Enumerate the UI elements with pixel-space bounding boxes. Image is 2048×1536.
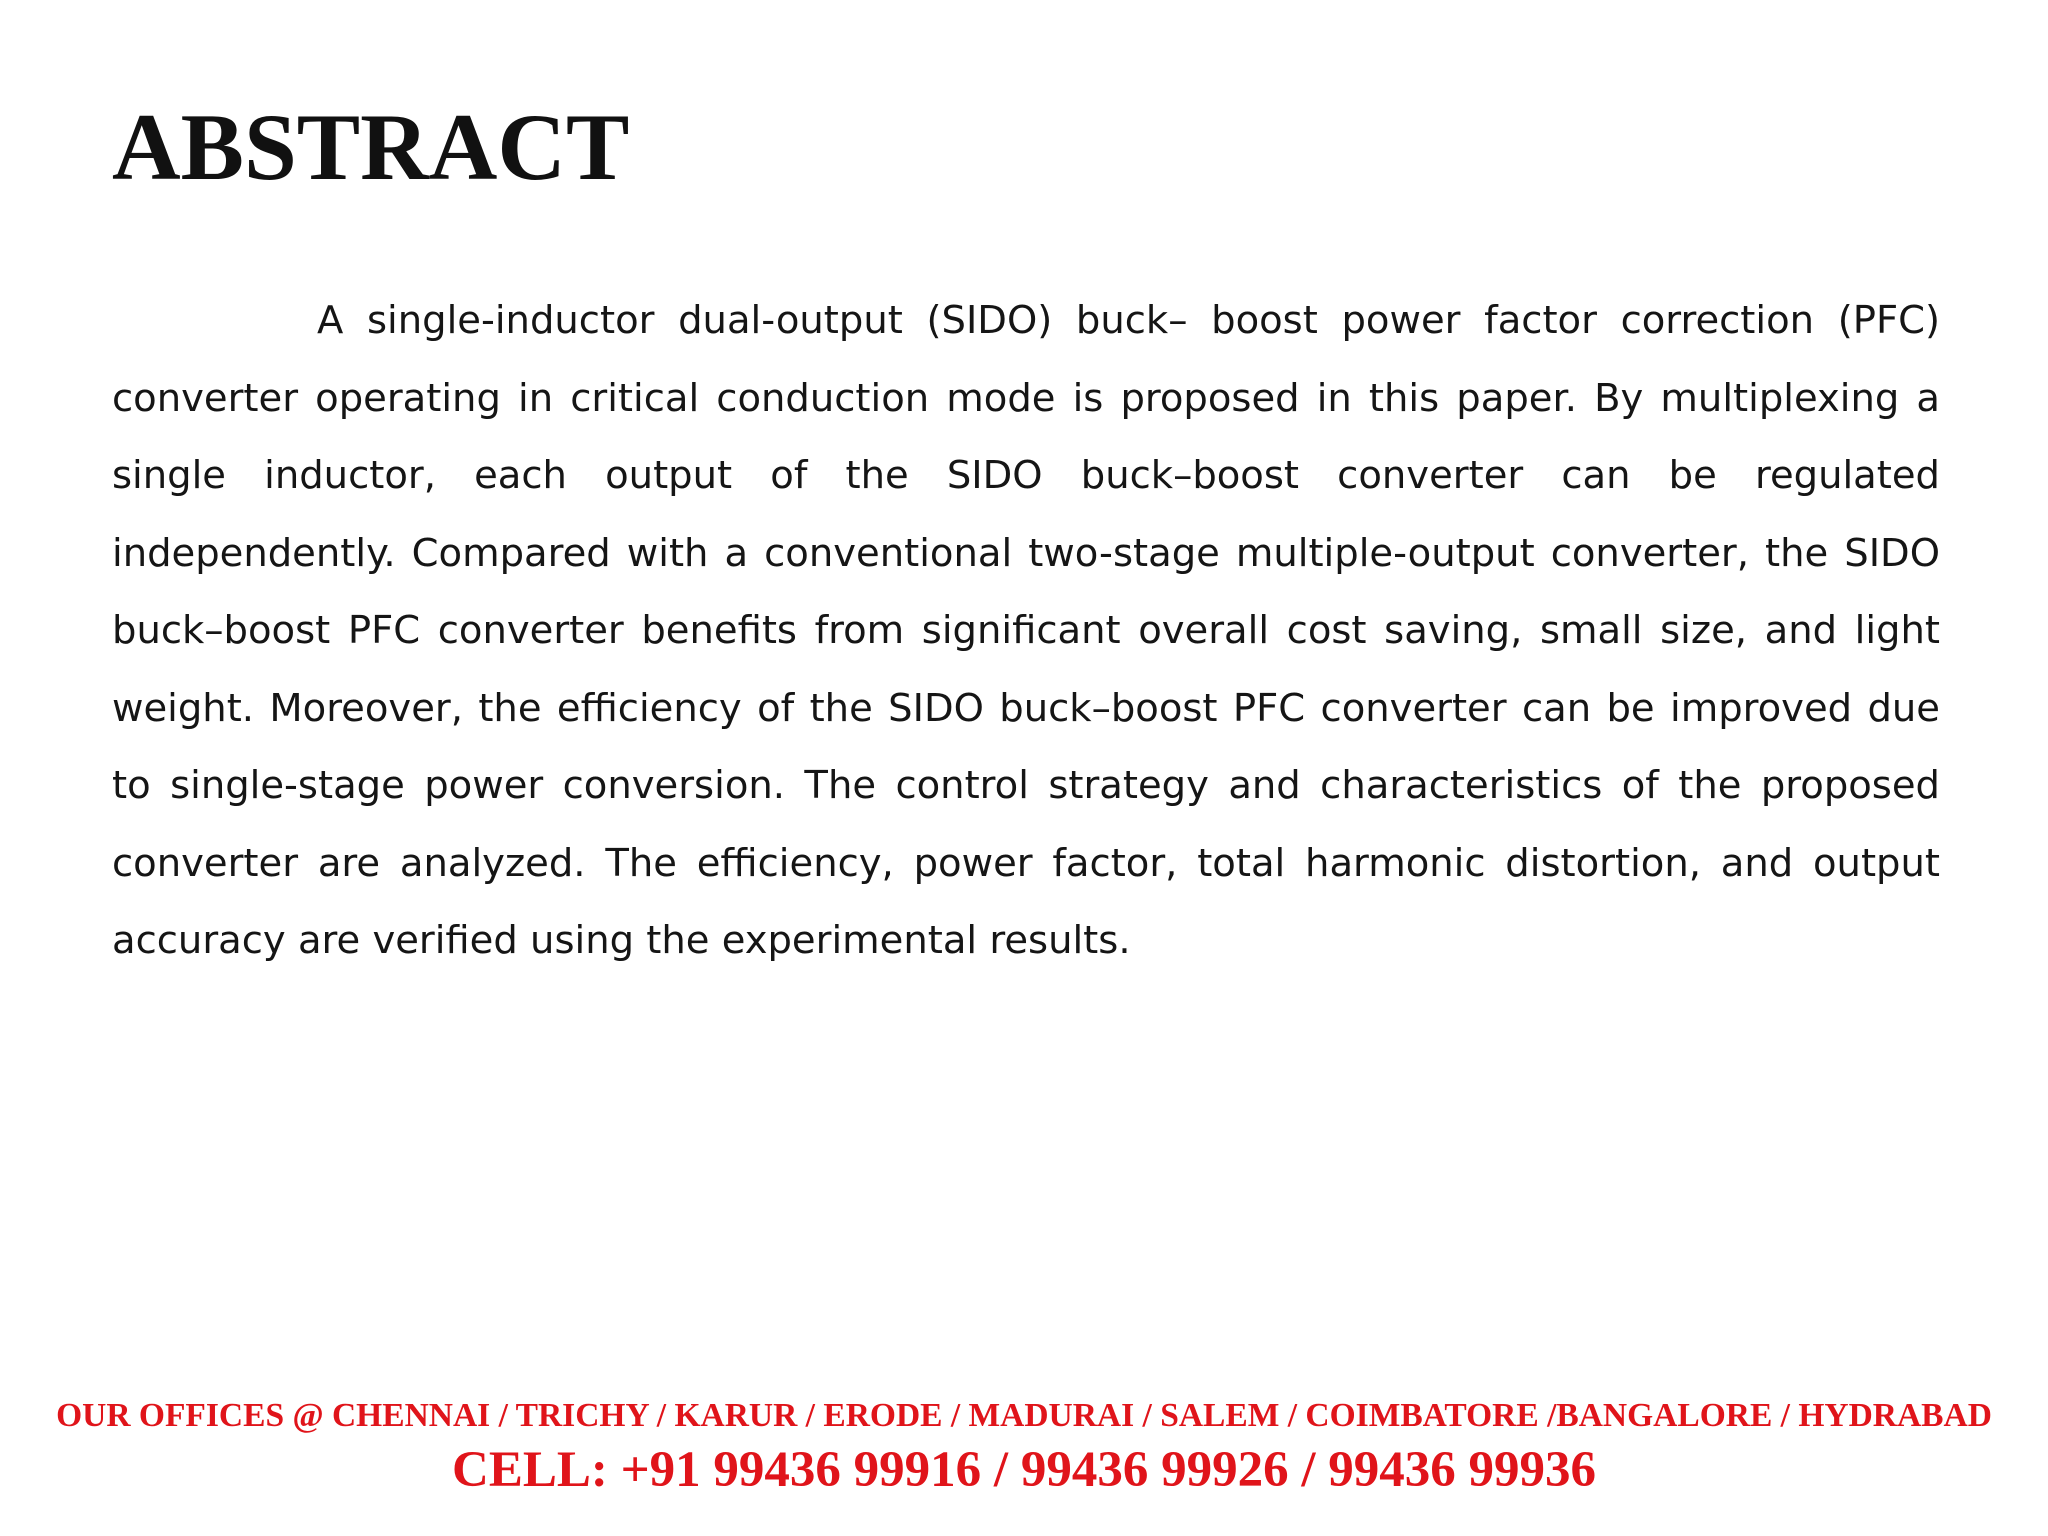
- page-title: ABSTRACT: [112, 94, 630, 200]
- abstract-paragraph: A single-inductor dual-output (SIDO) buck– boost power factor correction (PFC) converter operating in critical conduction mode is proposed in this paper. By multiplexing a single inductor, each output of the SIDO buck–boost converter can be regulated independently. Compared with a conventional two-stage multiple-output converter, the SIDO buck–boost PFC converter benefits from significant overall cost saving, small size, and light weight. Moreover, the efficiency of the SIDO buck–boost PFC converter can be improved due to single-stage power conversion. The control strategy and characteristics of the proposed converter are analyzed. The efficiency, power factor, total harmonic distortion, and output accuracy are verified using the experimental results.: [112, 298, 1940, 963]
- contact-footer: [0, 1390, 2048, 1498]
- offices-line: OUR OFFICES @ CHENNAI / TRICHY / KARUR / ERODE / MADURAI / SALEM / COIMBATORE /BANGALORE / HYDRABAD: [56, 1397, 1992, 1434]
- cell-line: CELL: +91 99436 99916 / 99436 99926 / 99436 99936: [451, 1442, 1596, 1498]
